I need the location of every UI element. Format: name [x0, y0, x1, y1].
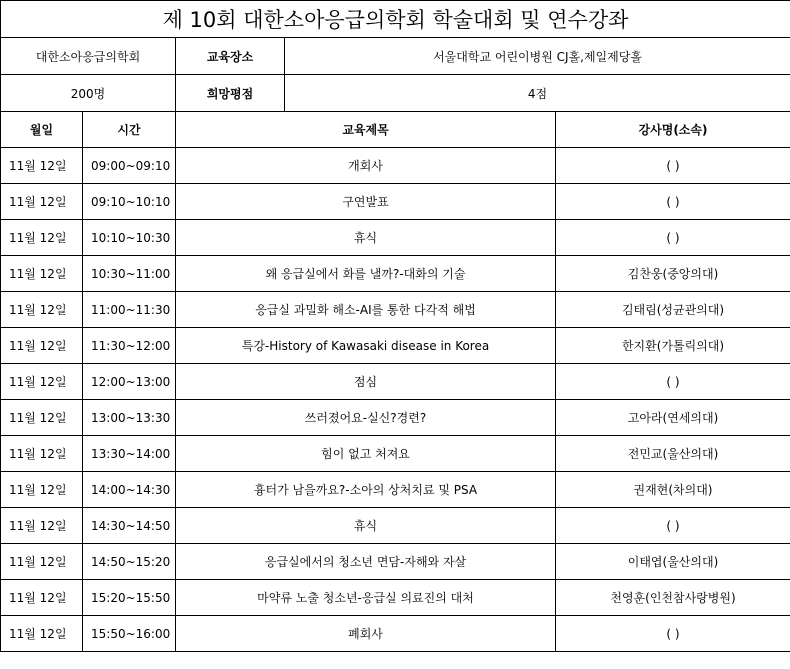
- header-lecturer: 강사명(소속): [556, 112, 790, 148]
- row-date: 11월 12일: [1, 436, 83, 472]
- row-time: 10:30~11:00: [83, 256, 176, 292]
- row-date: 11월 12일: [1, 508, 83, 544]
- row-lecturer: 김찬웅(중앙의대): [556, 256, 790, 292]
- row-time: 14:30~14:50: [83, 508, 176, 544]
- table-header-row: [1, 112, 790, 148]
- row-time: 11:30~12:00: [83, 328, 176, 364]
- row-date: 11월 12일: [1, 148, 83, 184]
- row-lecturer: 김태림(성균관의대): [556, 292, 790, 328]
- row-lecturer: ( ): [556, 616, 790, 652]
- table-row: [1, 328, 790, 364]
- score-value: 4점: [285, 75, 790, 112]
- row-lecturer: 전민교(울산의대): [556, 436, 790, 472]
- row-subject: 흉터가 남을까요?-소아의 상처치료 및 PSA: [176, 472, 556, 508]
- row-subject: 구연발표: [176, 184, 556, 220]
- row-lecturer: 고아라(연세의대): [556, 400, 790, 436]
- row-time: 15:50~16:00: [83, 616, 176, 652]
- table-row: [1, 292, 790, 328]
- row-date: 11월 12일: [1, 256, 83, 292]
- table-row: [1, 256, 790, 292]
- row-time: 12:00~13:00: [83, 364, 176, 400]
- row-time: 14:00~14:30: [83, 472, 176, 508]
- table-row: [1, 580, 790, 616]
- score-label: 희망평점: [176, 75, 285, 112]
- row-subject: 힘이 없고 처져요: [176, 436, 556, 472]
- row-date: 11월 12일: [1, 292, 83, 328]
- table-row: [1, 184, 790, 220]
- table-row: [1, 364, 790, 400]
- table-row: [1, 508, 790, 544]
- row-date: 11월 12일: [1, 328, 83, 364]
- table-row: [1, 400, 790, 436]
- table-row: [1, 436, 790, 472]
- row-subject: 휴식: [176, 508, 556, 544]
- info-row-venue: [1, 38, 790, 75]
- row-subject: 쓰러졌어요-실신?경련?: [176, 400, 556, 436]
- row-subject: 개회사: [176, 148, 556, 184]
- row-subject: 폐회사: [176, 616, 556, 652]
- table-row: [1, 220, 790, 256]
- row-time: 13:30~14:00: [83, 436, 176, 472]
- table-row: [1, 148, 790, 184]
- row-subject: 왜 응급실에서 화를 낼까?-대화의 기술: [176, 256, 556, 292]
- row-subject: 응급실 과밀화 해소-AI를 통한 다각적 해법: [176, 292, 556, 328]
- venue-value: 서울대학교 어린이병원 CJ홀,제일제당홀: [285, 38, 790, 75]
- row-lecturer: 한지환(가톨릭의대): [556, 328, 790, 364]
- row-lecturer: ( ): [556, 364, 790, 400]
- header-subject: 교육제목: [176, 112, 556, 148]
- row-date: 11월 12일: [1, 220, 83, 256]
- row-date: 11월 12일: [1, 472, 83, 508]
- row-date: 11월 12일: [1, 580, 83, 616]
- row-lecturer: 권재현(차의대): [556, 472, 790, 508]
- row-lecturer: ( ): [556, 148, 790, 184]
- attendee-count-cell: 200명: [1, 75, 176, 112]
- row-lecturer: 이태엽(울산의대): [556, 544, 790, 580]
- row-time: 10:10~10:30: [83, 220, 176, 256]
- row-date: 11월 12일: [1, 364, 83, 400]
- row-date: 11월 12일: [1, 616, 83, 652]
- row-time: 13:00~13:30: [83, 400, 176, 436]
- row-subject: 점심: [176, 364, 556, 400]
- row-subject: 응급실에서의 청소년 면담-자해와 자살: [176, 544, 556, 580]
- table-row: [1, 472, 790, 508]
- row-time: 11:00~11:30: [83, 292, 176, 328]
- document-title: 제 10회 대한소아응급의학회 학술대회 및 연수강좌: [1, 1, 790, 38]
- row-subject: 특강-History of Kawasaki disease in Korea: [176, 328, 556, 364]
- row-date: 11월 12일: [1, 544, 83, 580]
- row-time: 09:00~09:10: [83, 148, 176, 184]
- info-row-score: [1, 75, 790, 112]
- row-lecturer: ( ): [556, 184, 790, 220]
- row-time: 15:20~15:50: [83, 580, 176, 616]
- row-date: 11월 12일: [1, 400, 83, 436]
- row-lecturer: 천영훈(인천참사랑병원): [556, 580, 790, 616]
- row-subject: 마약류 노출 청소년-응급실 의료진의 대처: [176, 580, 556, 616]
- table-row: [1, 544, 790, 580]
- table-row: [1, 616, 790, 652]
- title-row: [1, 1, 790, 38]
- row-time: 14:50~15:20: [83, 544, 176, 580]
- row-lecturer: ( ): [556, 220, 790, 256]
- row-time: 09:10~10:10: [83, 184, 176, 220]
- venue-label: 교육장소: [176, 38, 285, 75]
- organizer-cell: 대한소아응급의학회: [1, 38, 176, 75]
- row-date: 11월 12일: [1, 184, 83, 220]
- row-subject: 휴식: [176, 220, 556, 256]
- header-time: 시간: [83, 112, 176, 148]
- header-date: 월일: [1, 112, 83, 148]
- row-lecturer: ( ): [556, 508, 790, 544]
